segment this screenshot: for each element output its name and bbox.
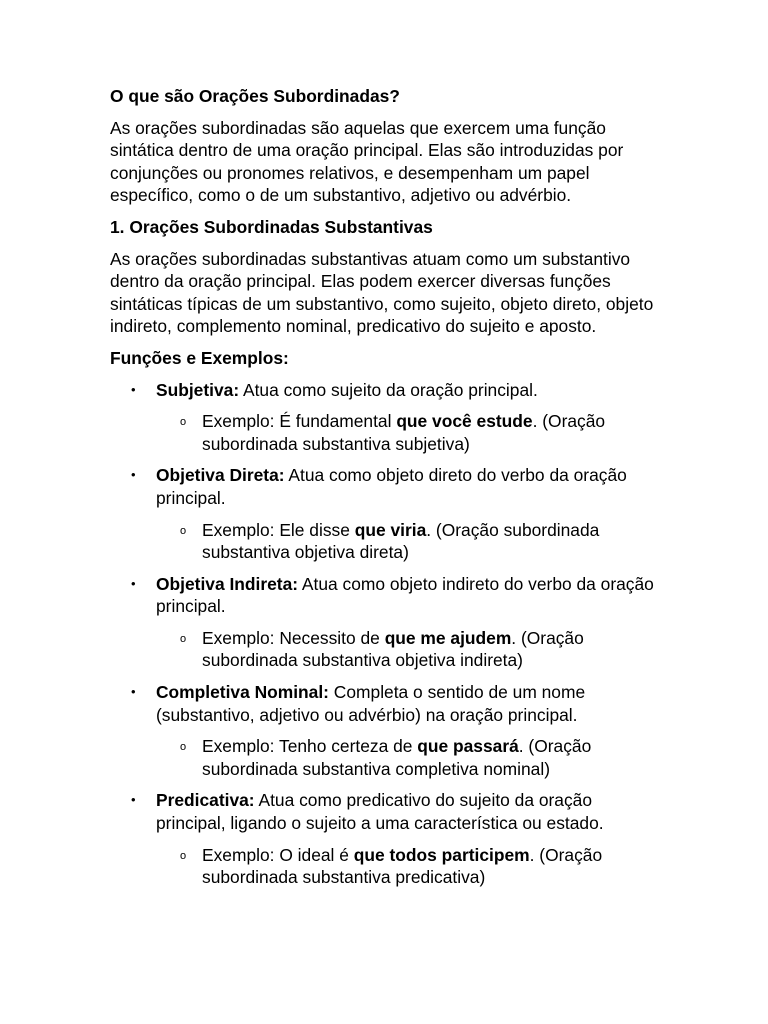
example-item <box>156 735 658 780</box>
sub-bullet-icon: o <box>180 416 187 429</box>
item-description: Completa o sentido de um nome (substantivo, adjetivo ou advérbio) na oração principal. <box>156 682 586 725</box>
item-description: Atua como objeto direto do verbo da oração principal. <box>156 465 627 508</box>
bullet-icon: • <box>131 575 136 591</box>
example-suffix: . (Oração subordinada substantiva objetiva direta) <box>202 519 600 563</box>
section-heading: 1. Orações Subordinadas Substantivas <box>110 216 433 237</box>
subsection-heading: Funções e Exemplos: <box>110 347 289 368</box>
example-highlight: que todos participem <box>353 844 530 865</box>
item-description: Atua como objeto indireto do verbo da oração principal. <box>156 573 654 617</box>
examples-list <box>156 519 658 564</box>
item-term: Predicativa: <box>156 790 255 811</box>
example-item <box>156 410 658 455</box>
sub-bullet-icon: o <box>180 741 187 754</box>
sub-bullet-icon: o <box>180 524 187 537</box>
example-item <box>156 519 658 564</box>
example-suffix: . (Oração subordinada substantiva predicativa) <box>202 844 603 888</box>
example-prefix: Exemplo: Tenho certeza de <box>202 736 418 757</box>
sub-bullet-icon: o <box>180 849 187 862</box>
list-item <box>110 464 658 563</box>
item-term: Objetiva Indireta: <box>156 573 299 594</box>
item-term: Subjetiva: <box>156 379 240 400</box>
example-prefix: Exemplo: Ele disse <box>202 519 355 540</box>
example-highlight: que você estude <box>396 411 533 432</box>
list-item <box>110 573 658 672</box>
example-highlight: que viria <box>354 519 427 540</box>
example-suffix: . (Oração subordinada substantiva completiva nominal) <box>202 736 592 779</box>
item-description: Atua como predicativo do sujeito da oração principal, ligando o sujeito a uma característica ou estado. <box>156 790 604 834</box>
example-highlight: que me ajudem <box>384 627 512 648</box>
examples-list <box>156 627 658 672</box>
item-term: Completiva Nominal: <box>156 682 329 703</box>
example-item <box>156 844 658 889</box>
bullet-icon: • <box>131 381 136 397</box>
bullet-icon: • <box>131 684 136 700</box>
document-page <box>110 85 658 898</box>
intro-paragraph: As orações subordinadas são aquelas que exercem uma função sintática dentro de uma oração principal. Elas são introduzidas por conjunções ou pronomes relativos, e desempenham um papel específico, como o de um substantivo, adjetivo ou advérbio. <box>110 117 624 206</box>
section-intro-paragraph: As orações subordinadas substantivas atuam como um substantivo dentro da oração principal. Elas podem exercer diversas funções sintáticas típicas de um substantivo, como sujeito, objeto direto, objeto indireto, complemento nominal, predicativo do sujeito e aposto. <box>110 248 654 337</box>
examples-list <box>156 410 658 455</box>
example-prefix: Exemplo: O ideal é <box>202 844 354 865</box>
bullet-icon: • <box>131 792 136 808</box>
example-suffix: . (Oração subordinada substantiva subjetiva) <box>202 411 606 454</box>
example-highlight: que passará <box>417 736 519 757</box>
sub-bullet-icon: o <box>180 632 187 645</box>
item-term: Objetiva Direta: <box>156 465 285 486</box>
item-description: Atua como sujeito da oração principal. <box>239 379 538 400</box>
functions-list <box>110 379 658 889</box>
document-title: O que são Orações Subordinadas? <box>110 86 400 106</box>
list-item <box>110 681 658 780</box>
bullet-icon: • <box>131 467 136 483</box>
list-item <box>110 789 658 888</box>
example-suffix: . (Oração subordinada substantiva objetiva indireta) <box>202 627 584 671</box>
examples-list <box>156 844 658 889</box>
examples-list <box>156 735 658 780</box>
example-item <box>156 627 658 672</box>
example-prefix: Exemplo: Necessito de <box>202 627 385 648</box>
example-prefix: Exemplo: É fundamental <box>202 411 397 432</box>
list-item <box>110 379 658 456</box>
